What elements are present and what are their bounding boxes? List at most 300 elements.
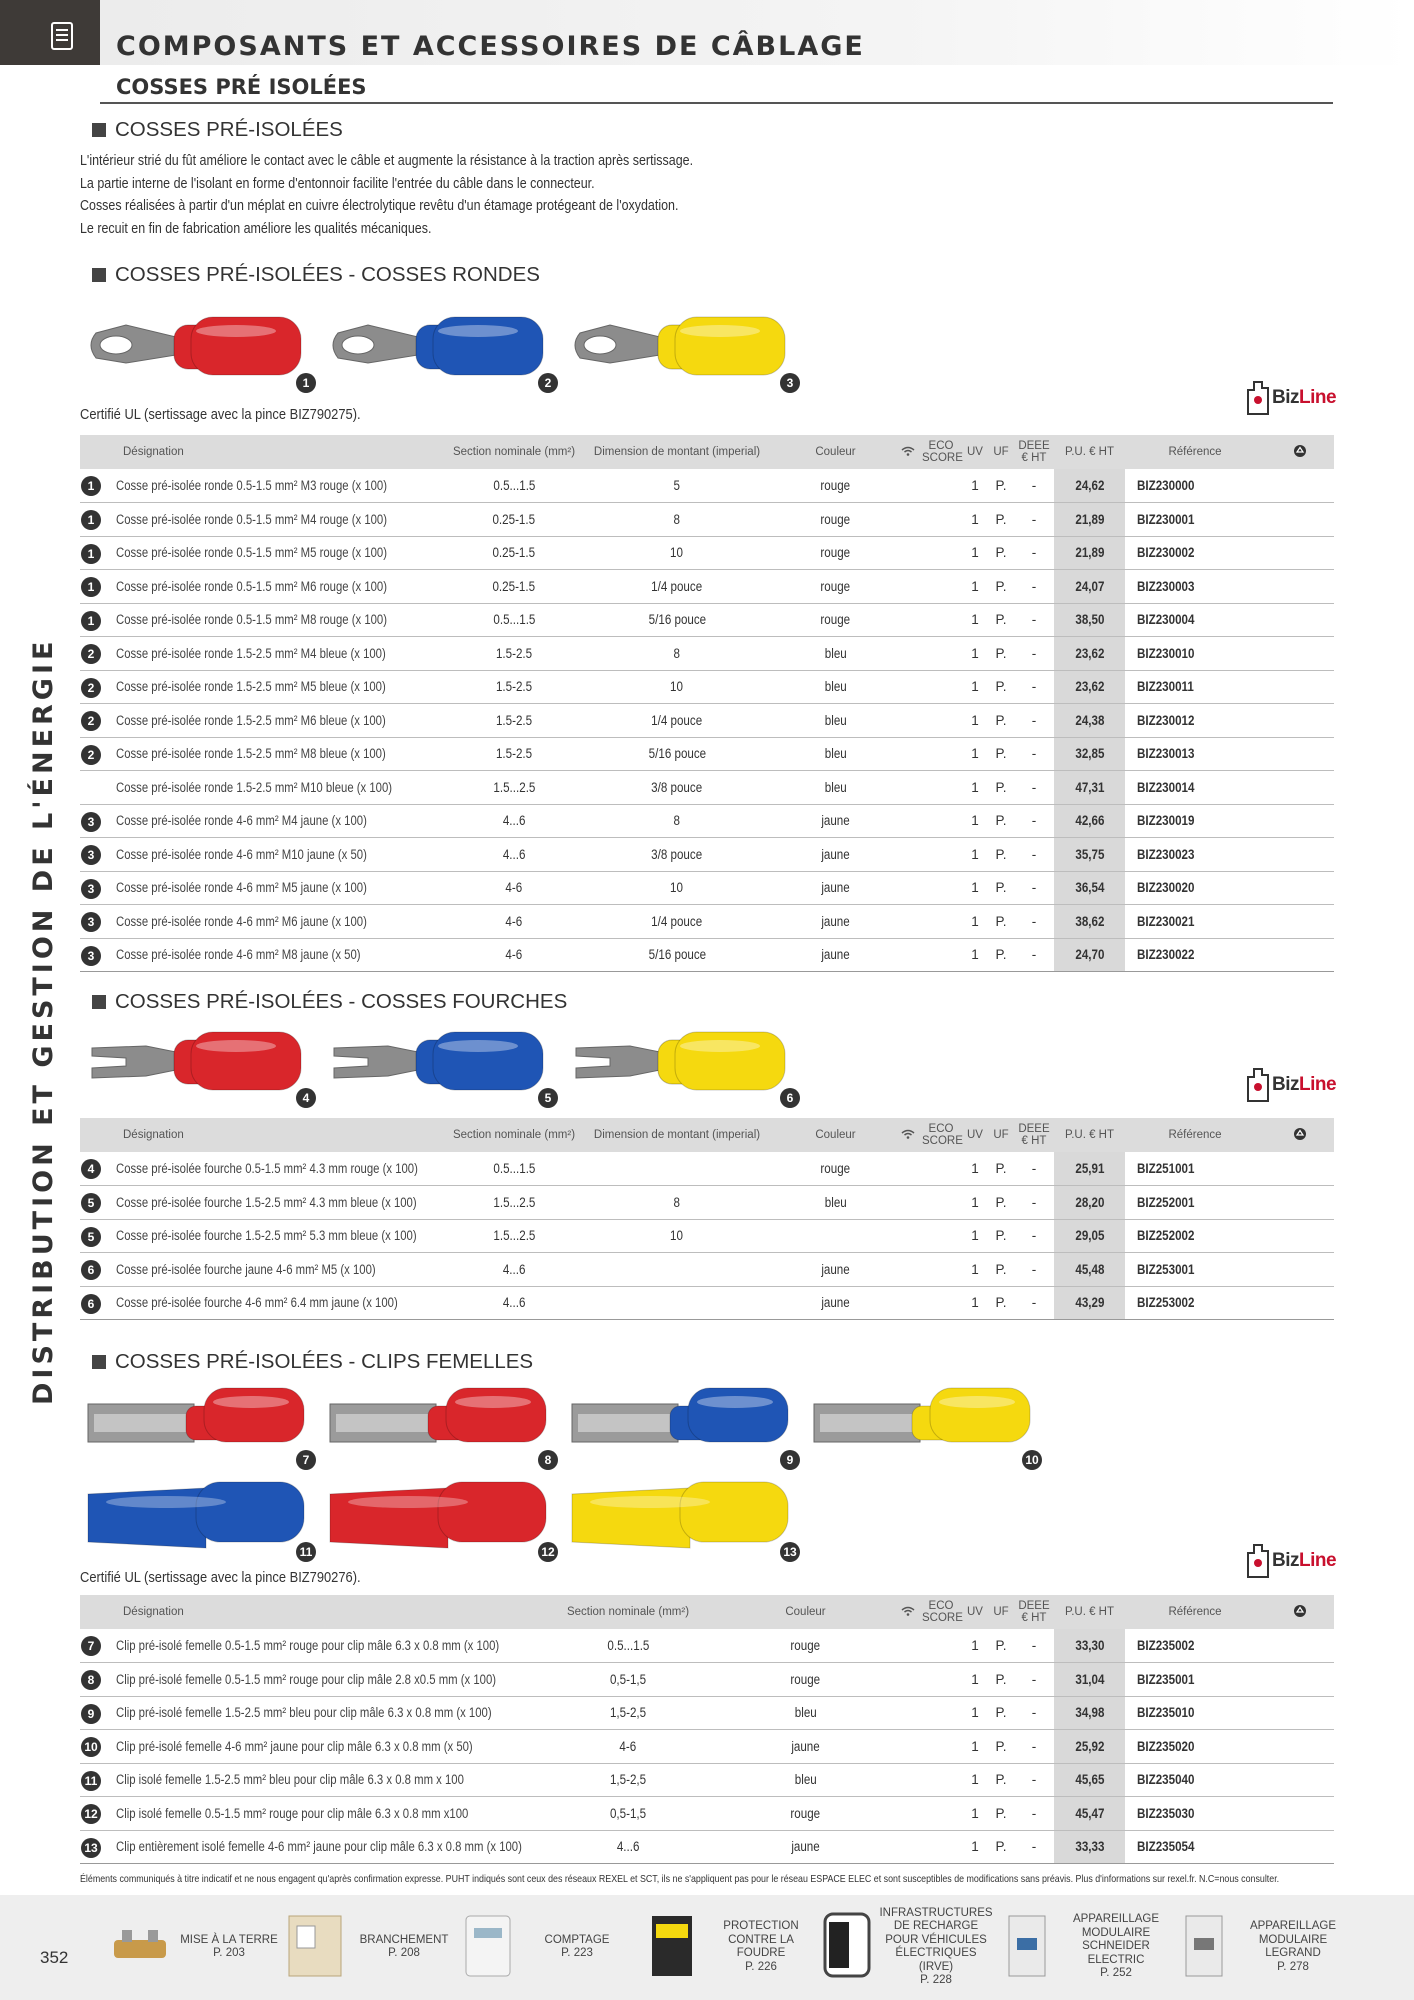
footer-nav-item[interactable] [108, 1902, 288, 1992]
col-recycle [1265, 435, 1334, 469]
cell-section [450, 1253, 578, 1287]
designation-text: Cosse pré-isolée ronde 4-6 mm² M6 jaune (x 100) [116, 913, 367, 929]
item-number-badge: 9 [780, 1450, 800, 1470]
col-couleur: Couleur [716, 1595, 895, 1629]
cell-reference [1125, 737, 1265, 771]
reference-text: BIZ230022 [1137, 947, 1195, 963]
cell-eco-score [920, 737, 962, 771]
cell-couleur [716, 1629, 895, 1663]
footer-nav-page: P. 228 [920, 1974, 952, 1986]
product-image [328, 1018, 558, 1108]
product-image [86, 1472, 316, 1562]
row-number-badge: 3 [81, 912, 101, 932]
cell-designation [80, 771, 450, 805]
cell-section [450, 1286, 578, 1320]
col-uv: UV [962, 1595, 988, 1629]
cell-recycle [1265, 670, 1334, 704]
cell-wifi [895, 871, 920, 905]
cell-couleur [776, 469, 895, 503]
cell-wifi [895, 1696, 920, 1730]
section-text: 4-6 [505, 913, 523, 929]
cell-eco-score [920, 1797, 962, 1831]
intro-heading-text: COSSES PRÉ-ISOLÉES [115, 118, 343, 141]
cell-wifi [895, 1830, 920, 1864]
cell-reference [1125, 1219, 1265, 1253]
footer-nav-label [706, 1902, 816, 1992]
footer-nav-item[interactable] [283, 1902, 463, 1992]
cell-designation [80, 503, 450, 537]
cell-eco-score [920, 938, 962, 972]
cell-uv: 1 [962, 469, 988, 503]
col-uv: UV [962, 435, 988, 469]
cell-wifi [895, 838, 920, 872]
item-number-badge: 10 [1022, 1450, 1042, 1470]
cell-uv: 1 [962, 637, 988, 671]
cell-reference [1125, 871, 1265, 905]
cell-designation [80, 1152, 450, 1186]
cell-recycle [1265, 1219, 1334, 1253]
cell-designation [80, 905, 450, 939]
cell-reference [1125, 771, 1265, 805]
cell-uv: 1 [962, 1696, 988, 1730]
cell-section [450, 804, 578, 838]
cell-section [540, 1696, 716, 1730]
cell-recycle [1265, 469, 1334, 503]
cell-designation [80, 838, 450, 872]
product-image [570, 1380, 800, 1470]
cell-uf: P. [988, 1730, 1014, 1764]
cell-designation [80, 637, 450, 671]
table-row [80, 503, 1334, 537]
couleur-text: rouge [790, 1638, 821, 1653]
cell-designation [80, 938, 450, 972]
designation-text: Cosse pré-isolée ronde 0.5-1.5 mm² M3 rouge (x 100) [116, 478, 388, 493]
section-text: 0,5-1,5 [609, 1805, 647, 1821]
cell-section [450, 737, 578, 771]
cell-eco-score [920, 1696, 962, 1730]
reference-text: BIZ235002 [1137, 1638, 1195, 1653]
cell-couleur [716, 1763, 895, 1797]
page-subtitle: COSSES PRÉ ISOLÉES [116, 75, 367, 99]
section-text: 0.25-1.5 [492, 578, 536, 594]
cell-section [450, 938, 578, 972]
cell-designation [80, 1186, 450, 1220]
reference-text: BIZ230012 [1137, 712, 1195, 728]
terminal-icon [86, 303, 316, 393]
footer-nav-text: CONTRE LA FOUDRE [728, 1933, 794, 1959]
cell-wifi [895, 1152, 920, 1186]
table-row [80, 570, 1334, 604]
cell-deee: - [1014, 1663, 1054, 1697]
cell-section [450, 1152, 578, 1186]
cell-price [1054, 536, 1125, 570]
cell-deee: - [1014, 670, 1054, 704]
cell-dimension [578, 704, 776, 738]
brand-text: BizLine [1272, 387, 1337, 408]
cell-deee: - [1014, 1253, 1054, 1287]
cell-price [1054, 670, 1125, 704]
couleur-text: jaune [821, 913, 850, 929]
cell-section [450, 905, 578, 939]
reference-text: BIZ253001 [1137, 1261, 1195, 1277]
item-number-badge: 2 [538, 373, 558, 393]
dimension-text: 8 [673, 511, 681, 527]
cell-uv: 1 [962, 670, 988, 704]
cell-uv: 1 [962, 905, 988, 939]
cell-wifi [895, 1797, 920, 1831]
couleur-text: rouge [820, 478, 851, 493]
table-row [80, 1152, 1334, 1186]
section-text: 4...6 [616, 1839, 640, 1855]
table-row [80, 1286, 1334, 1320]
row-number-badge: 5 [81, 1227, 101, 1247]
cell-deee: - [1014, 1763, 1054, 1797]
cell-wifi [895, 804, 920, 838]
cell-recycle [1265, 1286, 1334, 1320]
cell-couleur [776, 536, 895, 570]
couleur-text: rouge [820, 511, 851, 527]
cell-reference [1125, 1830, 1265, 1864]
cell-dimension [578, 1219, 776, 1253]
cell-dimension [578, 570, 776, 604]
col-eco-score: ECO SCORE [920, 1118, 962, 1152]
cell-designation [80, 804, 450, 838]
cell-price [1054, 704, 1125, 738]
col-wifi [895, 435, 920, 469]
dimension-text: 10 [670, 679, 684, 695]
table-row [80, 469, 1334, 503]
cell-uf: P. [988, 536, 1014, 570]
cell-dimension [578, 1152, 776, 1186]
cell-designation [80, 1763, 540, 1797]
item-number-badge: 1 [296, 373, 316, 393]
designation-text: Clip pré-isolé femelle 1.5-2.5 mm² bleu pour clip mâle 6.3 x 0.8 mm (x 100) [116, 1705, 492, 1721]
item-number-badge: 13 [780, 1542, 800, 1562]
footer-nav-item[interactable] [456, 1902, 636, 1992]
footer-nav-label [881, 1902, 991, 1992]
couleur-text: jaune [791, 1839, 820, 1855]
cell-section [450, 1219, 578, 1253]
table-row [80, 704, 1334, 738]
wifi-icon [901, 1129, 915, 1139]
cell-wifi [895, 1763, 920, 1797]
price-text: 45,65 [1074, 1772, 1105, 1788]
wifi-icon [901, 1606, 915, 1616]
price-text: 47,31 [1074, 779, 1105, 795]
table-row [80, 1797, 1334, 1831]
cell-uv: 1 [962, 1797, 988, 1831]
cell-dimension [578, 469, 776, 503]
cell-uf: P. [988, 1696, 1014, 1730]
reference-text: BIZ230014 [1137, 779, 1195, 795]
item-number-badge: 7 [296, 1450, 316, 1470]
cell-reference [1125, 838, 1265, 872]
table-row [80, 938, 1334, 972]
cell-eco-score [920, 1830, 962, 1864]
reference-text: BIZ230023 [1137, 846, 1195, 862]
cell-recycle [1265, 1730, 1334, 1764]
product-image [570, 303, 800, 393]
cell-uf: P. [988, 637, 1014, 671]
section-text: 0.5...1.5 [493, 612, 535, 628]
section-text: 1,5-2,5 [609, 1705, 647, 1721]
cell-couleur [776, 1219, 895, 1253]
footer-nav-text: APPAREILLAGE [1249, 1920, 1337, 1932]
cell-couleur [776, 871, 895, 905]
cell-designation [80, 1830, 540, 1864]
cell-reference [1125, 1629, 1265, 1663]
cell-section [450, 670, 578, 704]
cell-designation [80, 1629, 540, 1663]
cell-deee: - [1014, 871, 1054, 905]
cell-wifi [895, 704, 920, 738]
cell-price [1054, 771, 1125, 805]
table-header-row [80, 1118, 1334, 1152]
item-number-badge: 12 [538, 1542, 558, 1562]
table-row [80, 670, 1334, 704]
cell-uf: P. [988, 1253, 1014, 1287]
recycle-icon [1293, 444, 1307, 458]
col-recycle [1265, 1118, 1334, 1152]
cell-couleur [776, 737, 895, 771]
dimension-text: 10 [670, 880, 684, 896]
reference-text: BIZ235054 [1137, 1839, 1195, 1855]
designation-text: Cosse pré-isolée ronde 1.5-2.5 mm² M5 bleue (x 100) [116, 679, 386, 695]
fourches-heading [92, 990, 567, 1014]
cell-recycle [1265, 1152, 1334, 1186]
table-row [80, 536, 1334, 570]
cell-wifi [895, 737, 920, 771]
footer-nav-page: P. 252 [1100, 1967, 1132, 1980]
cell-deee: - [1014, 603, 1054, 637]
cell-couleur [776, 503, 895, 537]
footer-nav-item[interactable] [1172, 1902, 1352, 1992]
row-number-badge: 2 [81, 711, 101, 731]
cell-reference [1125, 469, 1265, 503]
section-text: 1,5-2,5 [609, 1772, 647, 1788]
couleur-text: rouge [820, 612, 851, 628]
bizline-logo-icon [1246, 380, 1270, 416]
cell-deee: - [1014, 637, 1054, 671]
cell-designation [80, 871, 450, 905]
cell-uf: P. [988, 938, 1014, 972]
legrand-breaker-icon [1172, 1910, 1236, 1980]
row-number-badge: 3 [81, 845, 101, 865]
cell-wifi [895, 1663, 920, 1697]
footer-nav-page: P. 226 [745, 1960, 777, 1973]
cell-couleur [776, 1253, 895, 1287]
product-image [86, 1380, 316, 1470]
cell-eco-score [920, 603, 962, 637]
footer-nav-text: DE RECHARGE [893, 1920, 979, 1932]
price-text: 42,66 [1074, 813, 1105, 829]
col-wifi [895, 1595, 920, 1629]
section-text: 1.5-2.5 [495, 712, 533, 728]
terminal-icon [86, 1018, 316, 1108]
cell-dimension [578, 637, 776, 671]
footer-nav-text: MODULAIRE [1081, 1926, 1151, 1939]
intro-line: Cosses réalisées à partir d'un méplat en cuivre électrolytique revêtu d'un étamage protégeant de l'oxydation. [80, 198, 679, 214]
col-designation: Désignation [80, 435, 450, 469]
reference-text: BIZ230020 [1137, 880, 1195, 896]
reference-text: BIZ235040 [1137, 1772, 1195, 1788]
cell-uv: 1 [962, 1253, 988, 1287]
cell-eco-score [920, 1186, 962, 1220]
col-eco-score: ECO SCORE [920, 435, 962, 469]
cell-wifi [895, 1186, 920, 1220]
footer-nav-page: P. 203 [213, 1947, 245, 1959]
footer-nav-label [522, 1902, 632, 1992]
cell-wifi [895, 905, 920, 939]
cell-section [540, 1830, 716, 1864]
insulated-clip-icon [570, 1472, 800, 1562]
cell-deee: - [1014, 1696, 1054, 1730]
cell-price [1054, 1152, 1125, 1186]
female-clip-icon [86, 1380, 316, 1470]
footer-nav-item[interactable] [995, 1902, 1175, 1992]
cell-eco-score [920, 1286, 962, 1320]
reference-text: BIZ230010 [1137, 645, 1195, 661]
couleur-text: jaune [821, 880, 850, 896]
cell-eco-score [920, 838, 962, 872]
couleur-text: bleu [824, 779, 847, 795]
row-number-badge: 3 [81, 879, 101, 899]
cell-price [1054, 1830, 1125, 1864]
row-number-badge: 8 [81, 1670, 101, 1690]
row-number-badge: 1 [81, 510, 101, 530]
cell-wifi [895, 570, 920, 604]
cell-uf: P. [988, 570, 1014, 604]
cell-uf: P. [988, 1663, 1014, 1697]
connection-panel-icon [283, 1910, 347, 1980]
section-text: 1.5...2.5 [493, 779, 535, 795]
dimension-text: 1/4 pouce [651, 712, 703, 728]
terminal-icon [570, 1018, 800, 1108]
section-text: 4-6 [505, 947, 523, 963]
item-number-badge: 11 [296, 1542, 316, 1562]
reference-text: BIZ235030 [1137, 1805, 1195, 1821]
cell-section [540, 1730, 716, 1764]
couleur-text: jaune [821, 846, 850, 862]
cell-uv: 1 [962, 1152, 988, 1186]
reference-text: BIZ235001 [1137, 1671, 1195, 1687]
intro-line: Le recuit en fin de fabrication améliore les qualités mécaniques. [80, 220, 432, 237]
table-row [80, 1253, 1334, 1287]
col-recycle [1265, 1595, 1334, 1629]
cell-uv: 1 [962, 1629, 988, 1663]
cell-eco-score [920, 1629, 962, 1663]
price-text: 25,92 [1074, 1738, 1105, 1754]
footer-nav-text: PROTECTION [723, 1920, 799, 1932]
cell-deee: - [1014, 1730, 1054, 1764]
couleur-text: rouge [790, 1671, 821, 1687]
cell-eco-score [920, 1663, 962, 1697]
cell-couleur [716, 1730, 895, 1764]
cell-couleur [776, 670, 895, 704]
footer-nav-label [349, 1902, 459, 1992]
reference-text: BIZ253002 [1137, 1295, 1195, 1311]
cell-price [1054, 838, 1125, 872]
product-image [570, 1472, 800, 1562]
designation-text: Cosse pré-isolée ronde 4-6 mm² M4 jaune (x 100) [116, 813, 367, 829]
cell-uv: 1 [962, 704, 988, 738]
table-row [80, 771, 1334, 805]
cell-reference [1125, 1696, 1265, 1730]
insulated-clip-icon [328, 1472, 558, 1562]
cell-uf: P. [988, 838, 1014, 872]
cell-price [1054, 905, 1125, 939]
reference-text: BIZ230019 [1137, 813, 1195, 829]
cell-price [1054, 469, 1125, 503]
table-row [80, 804, 1334, 838]
brand-text: BizLine [1272, 1074, 1337, 1095]
row-number-badge: 12 [81, 1804, 101, 1824]
cell-recycle [1265, 771, 1334, 805]
dimension-text: 1/4 pouce [651, 913, 703, 929]
cell-reference [1125, 570, 1265, 604]
brand-logo [1246, 1067, 1336, 1103]
cell-uv: 1 [962, 771, 988, 805]
cell-section [450, 704, 578, 738]
price-text: 24,07 [1074, 578, 1105, 594]
col-uf: UF [988, 435, 1014, 469]
cell-uv: 1 [962, 1730, 988, 1764]
row-number-badge: 1 [81, 476, 101, 496]
col-price: P.U. € HT [1054, 435, 1125, 469]
cell-uv: 1 [962, 938, 988, 972]
footer-nav-page: P. 208 [388, 1947, 420, 1959]
designation-text: Cosse pré-isolée ronde 0.5-1.5 mm² M4 rouge (x 100) [116, 511, 388, 527]
cell-price [1054, 1629, 1125, 1663]
female-clip-icon [570, 1380, 800, 1470]
footer-nav-text: APPAREILLAGE [1072, 1913, 1160, 1926]
col-section: Section nominale (mm²) [450, 435, 578, 469]
cell-deee: - [1014, 704, 1054, 738]
cell-price [1054, 1730, 1125, 1764]
surge-protector-icon [640, 1910, 704, 1980]
cell-section [540, 1663, 716, 1697]
cell-deee: - [1014, 838, 1054, 872]
cell-section [450, 536, 578, 570]
cell-recycle [1265, 905, 1334, 939]
price-text: 24,70 [1074, 947, 1105, 963]
cell-couleur [776, 570, 895, 604]
cell-deee: - [1014, 503, 1054, 537]
cell-designation [80, 1797, 540, 1831]
cell-uv: 1 [962, 1186, 988, 1220]
price-text: 21,89 [1074, 545, 1105, 561]
cell-uf: P. [988, 737, 1014, 771]
designation-text: Cosse pré-isolée ronde 1.5-2.5 mm² M8 bleue (x 100) [116, 746, 386, 762]
footer-nav-item[interactable] [640, 1902, 820, 1992]
cell-deee: - [1014, 938, 1054, 972]
cell-reference [1125, 1663, 1265, 1697]
couleur-text: rouge [790, 1805, 821, 1821]
cell-deee: - [1014, 1152, 1054, 1186]
section-text: 0.5...1.5 [493, 478, 535, 493]
table-header-row [80, 1595, 1334, 1629]
cell-section [450, 871, 578, 905]
couleur-text: jaune [821, 1295, 850, 1311]
cell-designation [80, 670, 450, 704]
cell-reference [1125, 1797, 1265, 1831]
heading-square [92, 123, 106, 137]
price-text: 23,62 [1074, 645, 1105, 661]
cell-uv: 1 [962, 1663, 988, 1697]
footer-nav-item[interactable] [815, 1902, 995, 1992]
row-number-badge: 1 [81, 544, 101, 564]
footer-nav-page: P. 278 [1277, 1960, 1309, 1973]
